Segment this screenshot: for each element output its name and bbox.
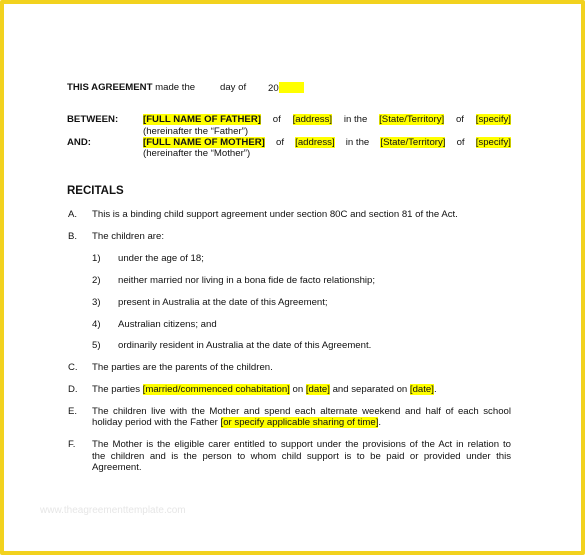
list-item-text: neither married nor living in a bona fide de facto relationship; [118, 275, 376, 286]
recital-e-line2-text: holiday period with the Father [92, 417, 218, 428]
father-of: of [272, 114, 281, 125]
recital-a-text: This is a binding child support agreement under section 80C and section 81 of the Act. [92, 209, 458, 220]
father-specify-placeholder: [specify] [475, 114, 511, 125]
father-party-line [143, 114, 511, 125]
agreement-title: THIS AGREEMENT [67, 82, 153, 93]
father-state-placeholder: [State/Territory] [379, 114, 445, 125]
list-item-num: 5) [92, 340, 101, 351]
recital-f-line1: The Mother is the eligible carer entitled to support under the provisions of the Act in relation to [92, 439, 511, 450]
mother-state-placeholder: [State/Territory] [380, 137, 446, 148]
list-item-num: 2) [92, 275, 101, 286]
year-blank-highlight [279, 82, 304, 93]
mother-in-the: in the [345, 137, 370, 148]
mother-address-placeholder: [address] [295, 137, 335, 148]
recital-e-end: . [378, 417, 382, 428]
recital-c-letter: C. [68, 362, 78, 373]
recital-d-end: . [433, 384, 437, 395]
and-label: AND: [67, 137, 91, 148]
list-item-text: under the age of 18; [118, 253, 204, 264]
recital-b-letter: B. [68, 231, 78, 242]
date-placeholder-1: [date] [305, 384, 330, 395]
recital-d-part1: The parties [92, 384, 140, 395]
mother-name-placeholder: [FULL NAME OF MOTHER] [143, 137, 265, 148]
recitals-heading: RECITALS [67, 185, 124, 197]
recital-c-text: The parties are the parents of the children. [92, 362, 273, 373]
recital-d-letter: D. [68, 384, 78, 395]
between-label: BETWEEN: [67, 114, 119, 125]
mother-of-2: of [456, 137, 465, 148]
recital-e-letter: E. [68, 406, 78, 417]
recital-f-letter: F. [68, 439, 76, 450]
agreement-line [67, 82, 195, 93]
date-placeholder-2: [date] [409, 384, 434, 395]
watermark-text: www.theagreementtemplate.com [40, 505, 186, 516]
father-hereinafter: (hereinafter the “Father”) [143, 126, 249, 137]
sharing-of-time-placeholder: [or specify applicable sharing of time] [220, 417, 379, 428]
relationship-placeholder: [married/commenced cohabitation] [142, 384, 290, 395]
recital-e-line2 [92, 417, 381, 428]
made-the-text: made the [155, 82, 196, 93]
recital-f-line2: the children and is the person to whom child support is to be paid or provided under this [92, 451, 511, 462]
father-in-the: in the [343, 114, 368, 125]
list-item-num: 4) [92, 319, 101, 330]
day-of-text: day of [220, 82, 247, 93]
recital-a-letter: A. [68, 209, 78, 220]
mother-party-line [143, 137, 511, 148]
recital-d-part2: on [292, 384, 304, 395]
mother-specify-placeholder: [specify] [475, 137, 511, 148]
list-item-num: 1) [92, 253, 101, 264]
year-field [268, 82, 304, 94]
mother-of: of [276, 137, 285, 148]
recital-f-line3: Agreement. [92, 462, 142, 473]
father-name-placeholder: [FULL NAME OF FATHER] [143, 114, 261, 125]
list-item-text: Australian citizens; and [118, 319, 217, 330]
recital-d-text [92, 384, 437, 395]
list-item-text: ordinarily resident in Australia at the date of this Agreement. [118, 340, 372, 351]
mother-hereinafter: (hereinafter the “Mother”) [143, 148, 251, 159]
recital-b-text: The children are: [92, 231, 164, 242]
recital-e-line1: The children live with the Mother and spend each alternate weekend and half of each school [92, 406, 511, 417]
father-address-placeholder: [address] [292, 114, 333, 125]
list-item-num: 3) [92, 297, 101, 308]
recital-d-part3: and separated on [332, 384, 408, 395]
father-of-2: of [455, 114, 464, 125]
list-item-text: present in Australia at the date of this Agreement; [118, 297, 328, 308]
year-prefix: 20 [268, 83, 279, 94]
